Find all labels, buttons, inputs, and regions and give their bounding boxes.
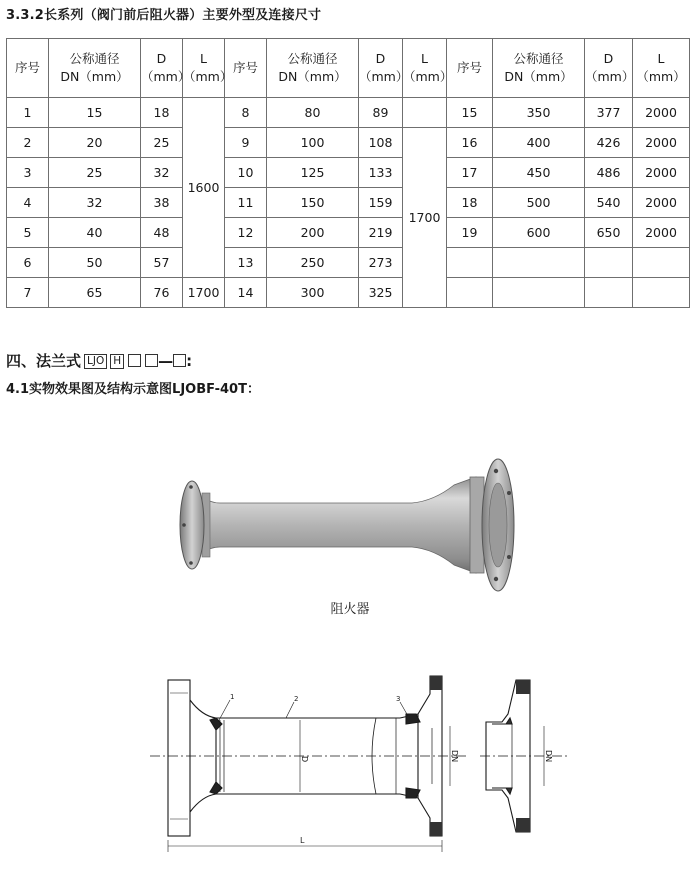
cell-no: 11	[225, 188, 267, 218]
header-l: L （mm）	[633, 39, 690, 98]
cell-no: 8	[225, 98, 267, 128]
cell-dn: 125	[267, 158, 359, 188]
code-box-ljo: LJO	[84, 354, 107, 369]
table-row	[7, 278, 690, 308]
cell-l: 2000	[633, 218, 690, 248]
cell-no: 19	[447, 218, 493, 248]
cell-dn: 32	[49, 188, 141, 218]
cell-dn: 500	[493, 188, 585, 218]
header-d: D （mm）	[359, 39, 403, 98]
table-header-row	[7, 39, 690, 98]
cell-l-empty	[633, 248, 690, 278]
cell-dn: 100	[267, 128, 359, 158]
cell-d: 57	[141, 248, 183, 278]
placeholder-box	[173, 354, 186, 367]
cell-l-merged: 1600	[183, 98, 225, 278]
cell-no: 3	[7, 158, 49, 188]
table-row	[7, 248, 690, 278]
cell-l: 2000	[633, 188, 690, 218]
cell-no: 7	[7, 278, 49, 308]
cell-d: 273	[359, 248, 403, 278]
dim-dn-label-detail: DN	[544, 750, 553, 763]
cell-no: 6	[7, 248, 49, 278]
cell-no: 16	[447, 128, 493, 158]
cell-no-empty	[447, 248, 493, 278]
header-no: 序号	[7, 39, 49, 98]
header-d: D （mm）	[141, 39, 183, 98]
cell-no: 2	[7, 128, 49, 158]
photo-caption: 阻火器	[330, 602, 370, 617]
cell-no: 14	[225, 278, 267, 308]
cell-dn: 40	[49, 218, 141, 248]
cell-dn: 150	[267, 188, 359, 218]
header-no: 序号	[225, 39, 267, 98]
placeholder-box	[128, 354, 141, 367]
cell-d: 38	[141, 188, 183, 218]
table-row	[7, 128, 690, 158]
cell-d: 426	[585, 128, 633, 158]
cell-dn: 65	[49, 278, 141, 308]
header-l: L （mm）	[403, 39, 447, 98]
section-title: 3.3.2长系列（阀门前后阻火器）主要外型及连接尺寸	[6, 8, 322, 23]
table-row	[7, 188, 690, 218]
cell-d: 76	[141, 278, 183, 308]
cell-l-empty	[633, 278, 690, 308]
cell-no: 15	[447, 98, 493, 128]
header-l: L （mm）	[183, 39, 225, 98]
cell-no: 13	[225, 248, 267, 278]
cell-dn: 400	[493, 128, 585, 158]
header-no: 序号	[447, 39, 493, 98]
header-dn: 公称通径 DN（mm）	[267, 39, 359, 98]
dimension-table	[6, 38, 690, 308]
placeholder-box	[145, 354, 158, 367]
cell-d: 219	[359, 218, 403, 248]
header-dn: 公称通径 DN（mm）	[49, 39, 141, 98]
cell-d: 89	[359, 98, 403, 128]
cell-dn: 350	[493, 98, 585, 128]
chapter-colon: :	[186, 352, 193, 370]
part-2-label: 2	[294, 695, 299, 703]
cell-dn: 50	[49, 248, 141, 278]
table-row	[7, 98, 690, 128]
cell-dn: 200	[267, 218, 359, 248]
cell-dn: 250	[267, 248, 359, 278]
header-d: D （mm）	[585, 39, 633, 98]
cell-dn-empty	[493, 248, 585, 278]
cell-dn: 25	[49, 158, 141, 188]
header-dn: 公称通径 DN（mm）	[493, 39, 585, 98]
cell-dn: 15	[49, 98, 141, 128]
cell-l: 1700	[183, 278, 225, 308]
part-1-label: 1	[230, 693, 235, 701]
cell-d-empty	[585, 278, 633, 308]
cell-d-empty	[585, 248, 633, 278]
cell-no-empty	[447, 278, 493, 308]
cell-d: 650	[585, 218, 633, 248]
table-row	[7, 158, 690, 188]
cell-l: 2000	[633, 128, 690, 158]
cell-no: 10	[225, 158, 267, 188]
flame-arrester-photo	[176, 455, 528, 595]
cell-no: 5	[7, 218, 49, 248]
cell-l-empty	[403, 98, 447, 128]
part-3-label: 3	[396, 695, 401, 703]
cell-d: 377	[585, 98, 633, 128]
cell-dn: 20	[49, 128, 141, 158]
cell-d: 159	[359, 188, 403, 218]
cell-dn: 80	[267, 98, 359, 128]
cell-l-merged: 1700	[403, 128, 447, 308]
cell-dn: 450	[493, 158, 585, 188]
cell-no: 4	[7, 188, 49, 218]
cell-no: 18	[447, 188, 493, 218]
dim-d-label: D	[300, 756, 309, 763]
table-row	[7, 218, 690, 248]
cell-dn: 300	[267, 278, 359, 308]
code-box-h: H	[110, 354, 124, 369]
cell-d: 325	[359, 278, 403, 308]
cell-d: 540	[585, 188, 633, 218]
chapter-heading	[6, 350, 192, 371]
cell-no: 17	[447, 158, 493, 188]
cell-d: 32	[141, 158, 183, 188]
cell-d: 486	[585, 158, 633, 188]
cell-d: 133	[359, 158, 403, 188]
cell-d: 108	[359, 128, 403, 158]
cell-d: 25	[141, 128, 183, 158]
chapter-dash: —	[158, 352, 174, 370]
chapter-prefix: 四、法兰式	[6, 352, 82, 370]
cell-l: 2000	[633, 158, 690, 188]
cell-dn-empty	[493, 278, 585, 308]
structure-drawing	[150, 668, 590, 868]
dim-l-label: L	[300, 836, 305, 845]
cell-d: 18	[141, 98, 183, 128]
cell-d: 48	[141, 218, 183, 248]
cell-l: 2000	[633, 98, 690, 128]
cell-no: 12	[225, 218, 267, 248]
subsection-title: 4.1实物效果图及结构示意图LJOBF-40T：	[6, 382, 260, 397]
cell-no: 9	[225, 128, 267, 158]
cell-no: 1	[7, 98, 49, 128]
cell-dn: 600	[493, 218, 585, 248]
dim-dn-label: DN	[450, 750, 459, 763]
